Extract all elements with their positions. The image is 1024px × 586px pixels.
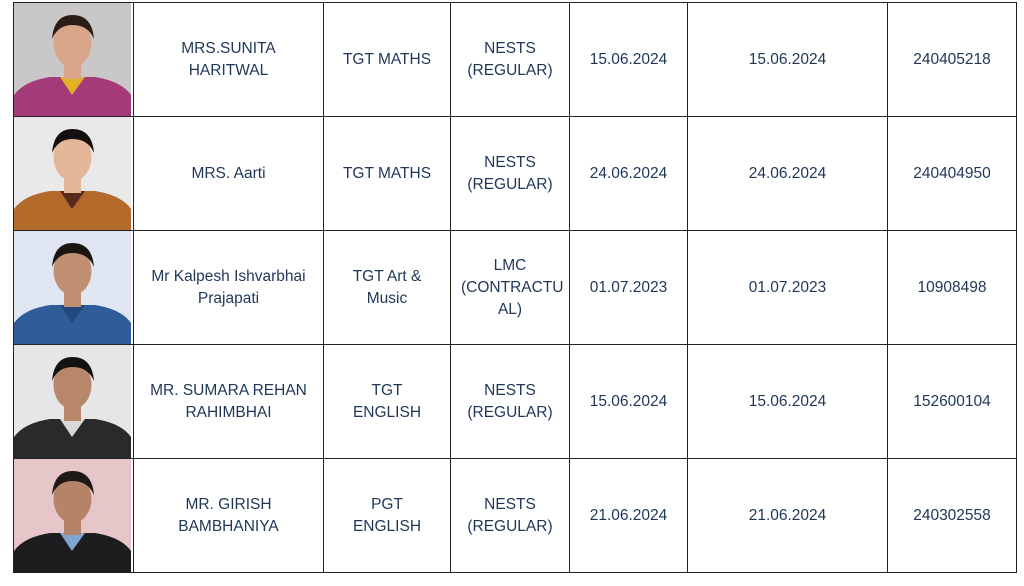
duty-date-cell (688, 459, 888, 573)
joining-date-cell (570, 231, 688, 345)
duty-date: 15.06.2024 (748, 392, 827, 410)
appointment-mode-cell (451, 345, 570, 459)
photo-cell (14, 231, 134, 345)
staff-photo (14, 231, 131, 344)
staff-name-cell (134, 459, 324, 573)
staff-post-cell (324, 117, 451, 231)
photo-cell (14, 345, 134, 459)
staff-table (13, 2, 1017, 573)
duty-date: 24.06.2024 (748, 164, 827, 182)
joining-date-cell (570, 117, 688, 231)
table-row (14, 117, 1017, 231)
employee-code: 240404950 (913, 164, 991, 182)
employee-code: 240405218 (913, 50, 991, 68)
staff-post-cell (324, 231, 451, 345)
photo-cell (14, 3, 134, 117)
appointment-mode: NESTS (REGULAR) (467, 381, 553, 421)
staff-name: MR. SUMARA REHAN RAHIMBHAI (150, 381, 307, 421)
table-row (14, 459, 1017, 573)
staff-name: MRS. Aarti (191, 164, 266, 182)
table-row (14, 3, 1017, 117)
employee-code: 10908498 (917, 278, 987, 296)
staff-post: TGT MATHS (342, 50, 432, 68)
appointment-mode: NESTS (REGULAR) (467, 39, 553, 79)
staff-name-cell (134, 231, 324, 345)
staff-post-cell (324, 459, 451, 573)
appointment-mode: NESTS (REGULAR) (467, 153, 553, 193)
staff-name: Mr Kalpesh Ishvarbhai Prajapati (151, 267, 306, 307)
staff-name-cell (134, 117, 324, 231)
staff-photo (14, 117, 131, 230)
appointment-mode: NESTS (REGULAR) (467, 495, 553, 535)
appointment-mode: LMC (CONTRACTU AL) (461, 256, 564, 318)
joining-date: 15.06.2024 (589, 392, 668, 410)
staff-name-cell (134, 345, 324, 459)
table-row (14, 345, 1017, 459)
duty-date: 21.06.2024 (748, 506, 827, 524)
duty-date-cell (688, 3, 888, 117)
joining-date-cell (570, 3, 688, 117)
appointment-mode-cell (451, 117, 570, 231)
joining-date: 24.06.2024 (589, 164, 668, 182)
employee-code-cell (888, 459, 1017, 573)
joining-date-cell (570, 345, 688, 459)
photo-cell (14, 459, 134, 573)
duty-date-cell (688, 117, 888, 231)
photo-cell (14, 117, 134, 231)
table-row (14, 231, 1017, 345)
employee-code-cell (888, 231, 1017, 345)
staff-name-cell (134, 3, 324, 117)
staff-post-cell (324, 3, 451, 117)
employee-code-cell (888, 3, 1017, 117)
duty-date: 15.06.2024 (748, 50, 827, 68)
duty-date-cell (688, 231, 888, 345)
employee-code-cell (888, 345, 1017, 459)
staff-post: TGT Art & Music (352, 267, 422, 307)
joining-date: 01.07.2023 (589, 278, 668, 296)
appointment-mode-cell (451, 459, 570, 573)
employee-code: 240302558 (913, 506, 991, 524)
appointment-mode-cell (451, 3, 570, 117)
staff-name: MR. GIRISH BAMBHANIYA (178, 495, 279, 535)
joining-date-cell (570, 459, 688, 573)
staff-table-body (14, 3, 1017, 573)
appointment-mode-cell (451, 231, 570, 345)
staff-post-cell (324, 345, 451, 459)
joining-date: 15.06.2024 (589, 50, 668, 68)
staff-photo (14, 345, 131, 458)
joining-date: 21.06.2024 (589, 506, 668, 524)
staff-post: PGT ENGLISH (352, 495, 422, 535)
employee-code-cell (888, 117, 1017, 231)
staff-photo (14, 3, 131, 116)
duty-date-cell (688, 345, 888, 459)
staff-post: TGT ENGLISH (352, 381, 422, 421)
staff-post: TGT MATHS (342, 164, 432, 182)
staff-name: MRS.SUNITA HARITWAL (181, 39, 276, 79)
staff-photo (14, 459, 131, 572)
duty-date: 01.07.2023 (748, 278, 827, 296)
employee-code: 152600104 (913, 392, 991, 410)
